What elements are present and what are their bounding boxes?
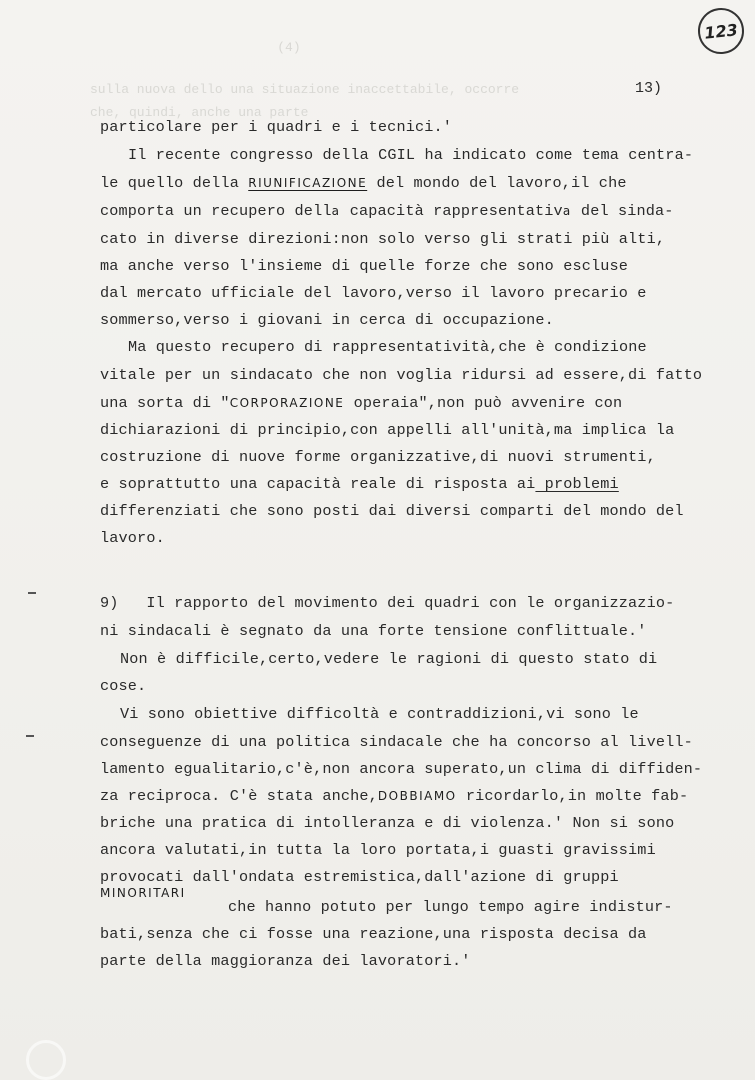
text-line: differenziati che sono posti dai diversi comparti del mondo del	[100, 502, 684, 520]
text-line: una sorta di "CORPORAZIONE operaia",non può avvenire con	[100, 394, 623, 412]
text-line: lavoro.	[100, 529, 165, 547]
handwritten-margin-note: MINORITARI	[100, 886, 186, 900]
handwritten-insertion: DOBBIAMO	[377, 789, 457, 803]
text-line: ni sindacali è segnato da una forte tensione conflittuale.'	[100, 622, 647, 640]
text-line: Vi sono obiettive difficoltà e contraddizioni,vi sono le	[120, 705, 639, 723]
text-line: dichiarazioni di principio,con appelli all'unità,ma implica la	[100, 421, 675, 439]
text-line: conseguenze di una politica sindacale che ha concorso al livell-	[100, 733, 693, 751]
text-line: comporta un recupero della capacità rappresentativa del sinda-	[100, 202, 674, 220]
text-line: bati,senza che ci fosse una reazione,una risposta decisa da	[100, 925, 647, 943]
text-line: ancora valutati,in tutta la loro portata,i guasti gravissimi	[100, 841, 656, 859]
text-line: za reciproca. C'è stata anche,DOBBIAMO ricordarlo,in molte fab-	[100, 787, 689, 805]
text-line: che hanno potuto per lungo tempo agire indistur-	[228, 898, 673, 916]
archive-number-stamp: 123	[696, 6, 747, 57]
text-line: costruzione di nuove forme organizzative,di nuovi strumenti,	[100, 448, 656, 466]
text-line: briche una pratica di intolleranza e di violenza.' Non si sono	[100, 814, 675, 832]
bleed-through-text: sulla nuova dello una situazione inaccettabile, occorre	[90, 82, 520, 97]
handwritten-correction: a	[331, 204, 341, 218]
text-line: Il recente congresso della CGIL ha indicato come tema centra-	[128, 146, 694, 164]
margin-tick-mark	[26, 735, 34, 737]
handwritten-insertion: RIUNIFICAZIONE	[248, 176, 368, 190]
text-line: parte della maggioranza dei lavoratori.'	[100, 952, 471, 970]
text-line: Ma questo recupero di rappresentatività,che è condizione	[128, 338, 647, 356]
section-heading-line: 9) Il rapporto del movimento dei quadri con le organizzazio-	[100, 594, 675, 612]
text-line: ma anche verso l'insieme di quelle forze che sono escluse	[100, 257, 629, 275]
text-line: dal mercato ufficiale del lavoro,verso il lavoro precario e	[100, 284, 647, 302]
text-line: sommerso,verso i giovani in cerca di occupazione.	[100, 311, 554, 329]
text-line: cato in diverse direzioni:non solo verso gli strati più alti,	[100, 230, 666, 248]
text-line: provocati dall'ondata estremistica,dall'azione di gruppi	[100, 868, 619, 886]
underlined-word: problemi	[535, 475, 619, 493]
watermark-logo	[26, 1040, 66, 1080]
bleed-through-text: (4)	[90, 40, 301, 55]
text-line: Non è difficile,certo,vedere le ragioni di questo stato di	[120, 650, 658, 668]
text-line: vitale per un sindacato che non voglia ridursi ad essere,di fatto	[100, 366, 703, 384]
text-line: e soprattutto una capacità reale di risposta ai problemi	[100, 475, 619, 493]
text-line: cose.	[100, 677, 147, 695]
text-line: lamento egualitario,c'è,non ancora superato,un clima di diffiden-	[100, 760, 703, 778]
handwritten-correction: a	[562, 204, 572, 218]
text-line: le quello della RIUNIFICAZIONE del mondo del lavoro,il che	[100, 174, 627, 192]
bleed-through-text: che, quindi, anche una parte	[90, 105, 309, 120]
text-line: particolare per i quadri e i tecnici.'	[100, 118, 453, 136]
margin-tick-mark	[28, 592, 36, 594]
page-number: 13)	[635, 80, 663, 97]
handwritten-insertion: CORPORAZIONE	[229, 396, 345, 410]
